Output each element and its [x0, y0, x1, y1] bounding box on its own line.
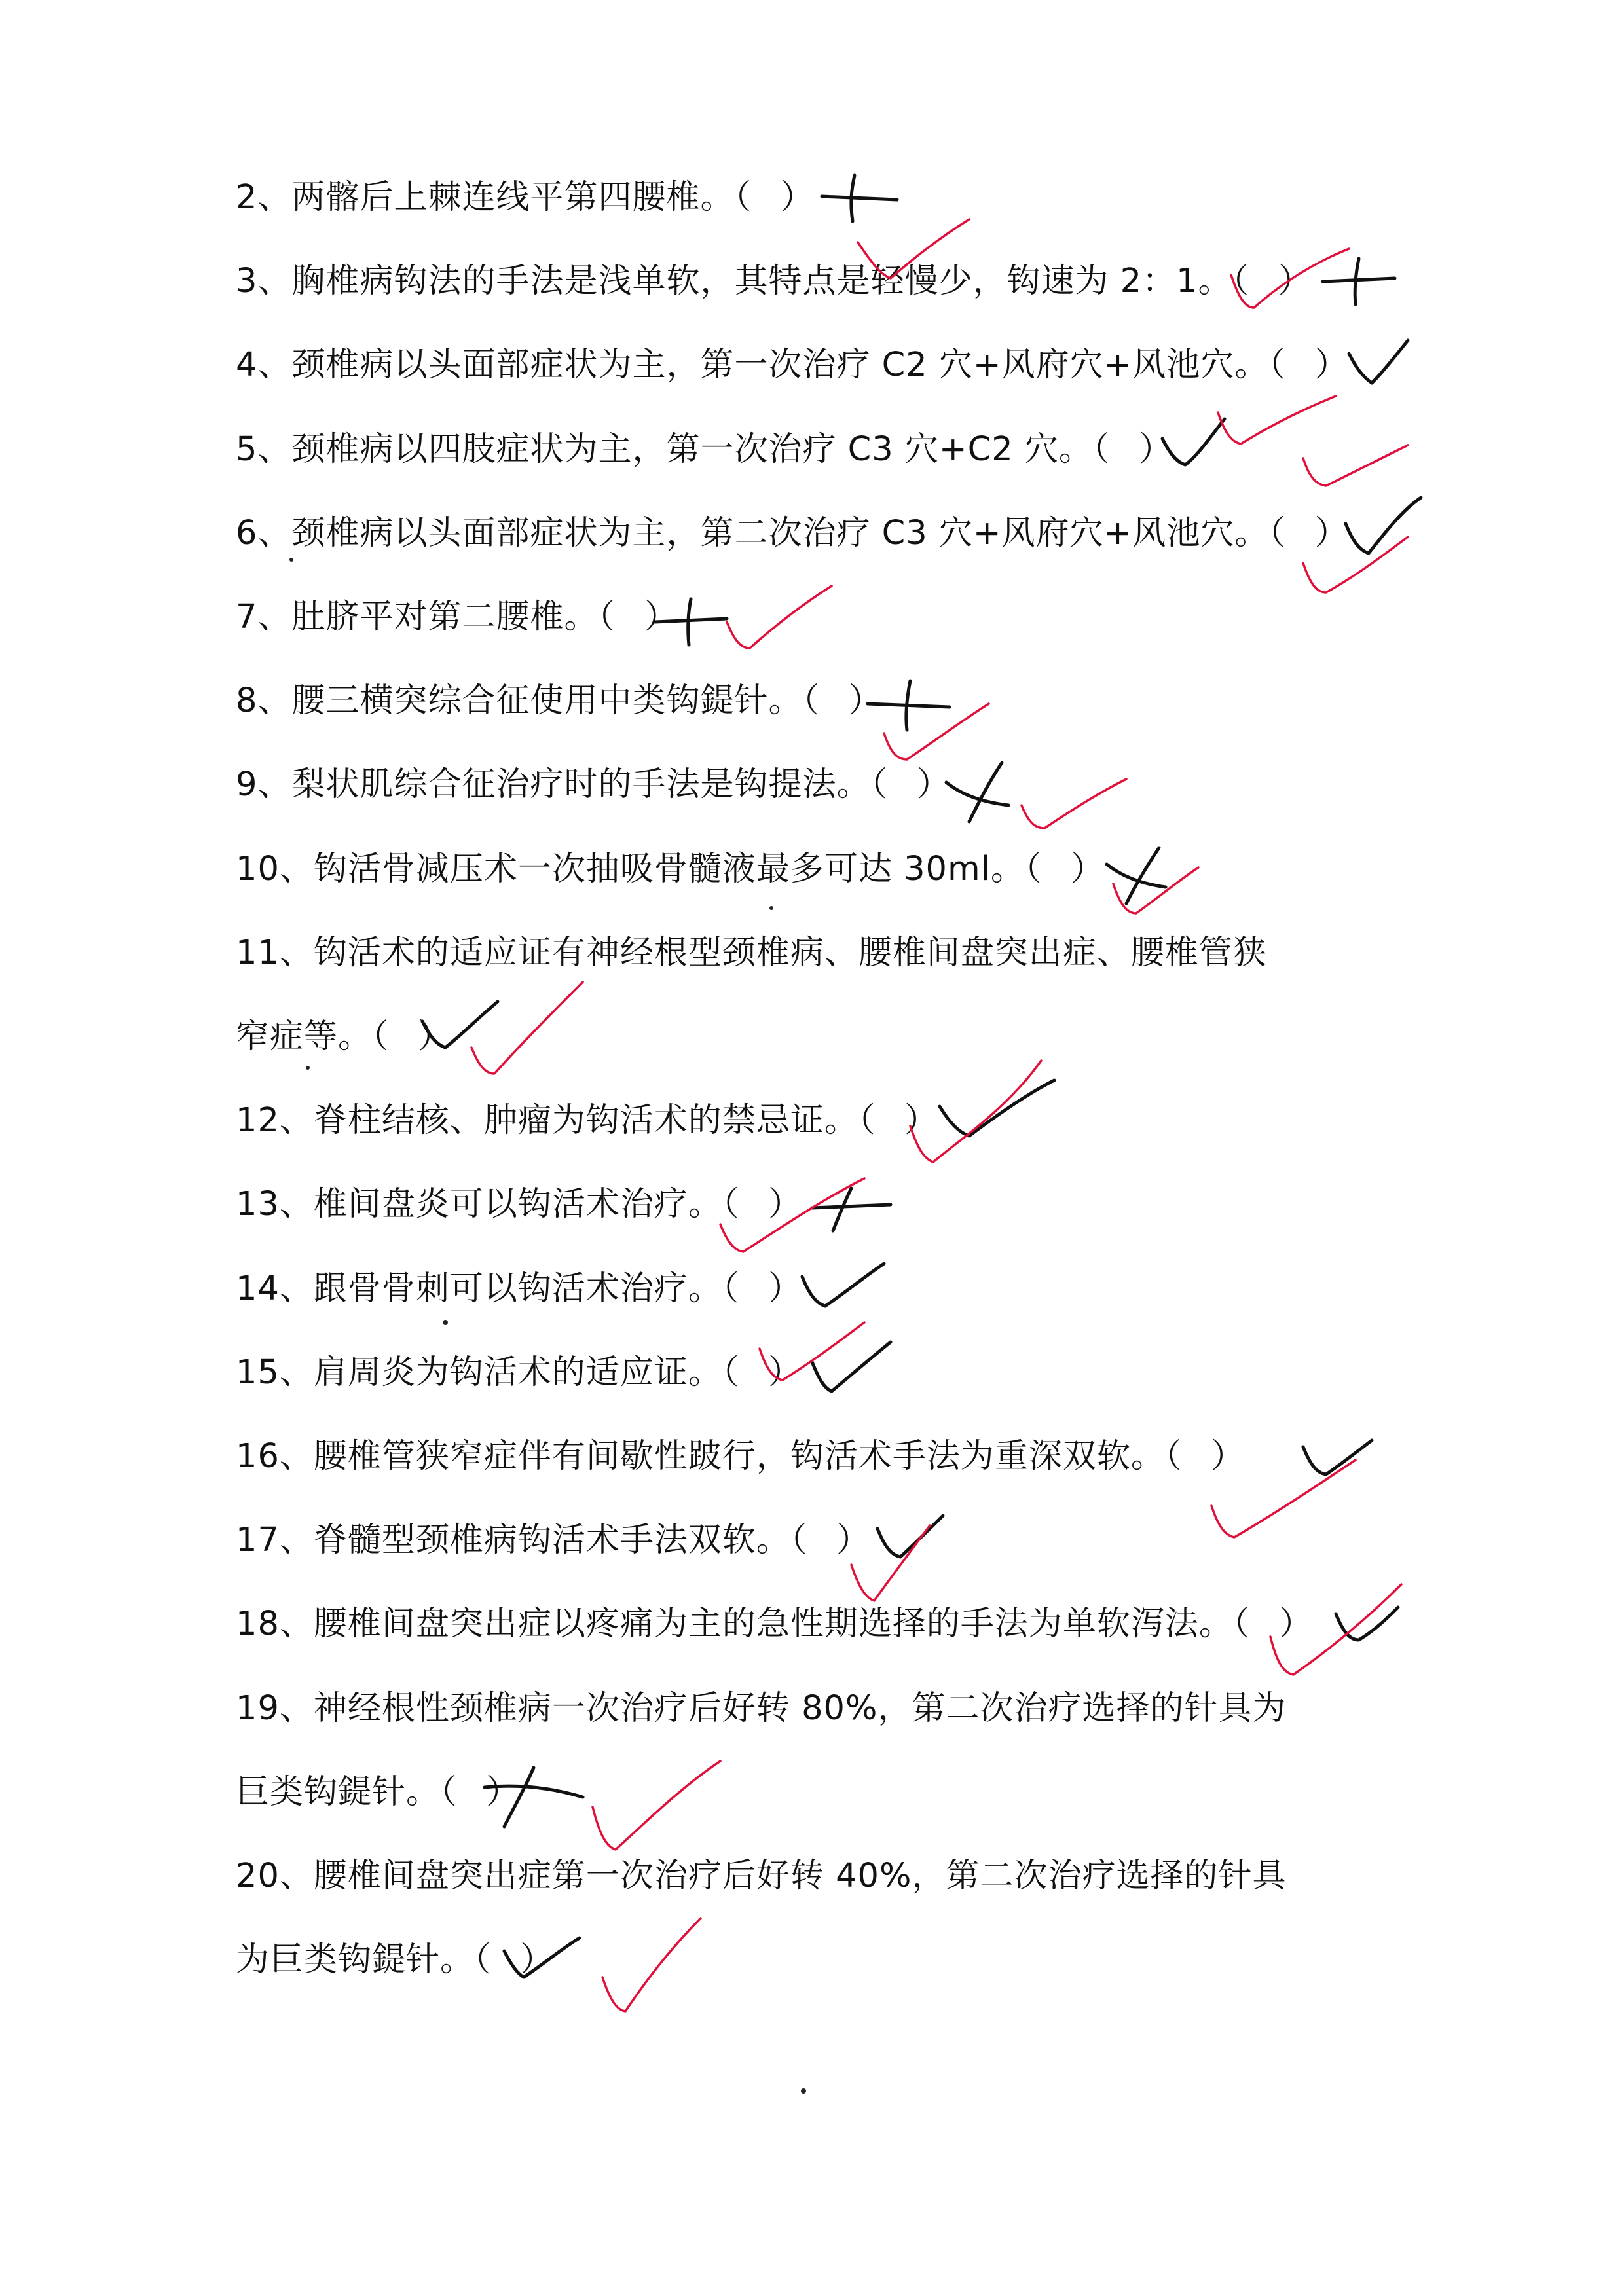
question-19-continued: [236, 1773, 520, 1812]
handwritten-cross-mark: [1107, 848, 1166, 903]
question-5: [236, 430, 1173, 469]
closing-paren: ）: [916, 765, 951, 804]
question-20-continued: [236, 1941, 554, 1980]
question-18: [236, 1605, 1313, 1644]
question-16: [236, 1437, 1245, 1476]
closing-paren: ）: [904, 1101, 939, 1140]
closing-paren: ）: [1139, 430, 1173, 469]
closing-paren: ）: [1211, 1437, 1246, 1476]
question-text: 16、腰椎管狭窄症伴有间歇性跛行，钩活术手法为重深双软。（: [236, 1437, 1183, 1476]
closing-paren: ）: [418, 1017, 452, 1056]
question-17: [236, 1521, 870, 1560]
handwritten-cross-mark: [1323, 259, 1395, 304]
question-text: 10、钩活骨减压术一次抽吸骨髓液最多可达 30ml。（: [236, 850, 1043, 888]
handwritten-check-mark: [877, 1516, 943, 1557]
handwritten-check-mark: [940, 1080, 1054, 1136]
closing-paren: ）: [1278, 262, 1312, 301]
question-text: 6、颈椎病以头面部症状为主，第二次治疗 C3 穴+风府穴+风池穴。（: [236, 514, 1286, 553]
handwritten-check-mark: [802, 1264, 884, 1306]
question-12: [236, 1101, 938, 1140]
question-text: 11、钩活术的适应证有神经根型颈椎病、腰椎间盘突出症、腰椎管狭: [236, 934, 1267, 972]
closing-paren: ）: [1314, 346, 1349, 384]
closing-paren: ）: [768, 1269, 803, 1308]
question-4: [236, 346, 1349, 385]
handwritten-check-mark: [1346, 498, 1421, 553]
question-9: [236, 765, 951, 805]
closing-paren: ）: [1279, 1605, 1314, 1643]
question-14: [236, 1269, 802, 1309]
question-text: 13、椎间盘炎可以钩活术治疗。（: [236, 1185, 740, 1224]
question-11: [236, 934, 1267, 973]
question-19: [236, 1689, 1286, 1728]
closing-paren: ）: [768, 1353, 803, 1392]
question-text: 4、颈椎病以头面部症状为主，第一次治疗 C2 穴+风府穴+风池穴。（: [236, 346, 1286, 384]
question-text: 19、神经根性颈椎病一次治疗后好转 80%，第二次治疗选择的针具为: [236, 1689, 1287, 1728]
question-2: [236, 178, 815, 217]
question-text: 17、脊髓型颈椎病钩活术手法双软。（: [236, 1521, 808, 1559]
question-text-continued: 窄症等。（: [236, 1017, 390, 1056]
closing-paren: ）: [1071, 850, 1105, 888]
closing-paren: ）: [836, 1521, 871, 1559]
handwritten-check-mark: [812, 1342, 891, 1391]
question-text-continued: 为巨类钩鍉针。（: [236, 1941, 492, 1979]
handwritten-check-mark: [1336, 1607, 1398, 1640]
closing-paren: ）: [644, 598, 678, 636]
question-13: [236, 1185, 802, 1224]
question-10: [236, 850, 1105, 889]
question-text: 2、两髂后上棘连线平第四腰椎。（: [236, 178, 752, 217]
question-3: [236, 262, 1312, 301]
question-text: 12、脊柱结核、肿瘤为钩活术的禁忌证。（: [236, 1101, 876, 1140]
question-8: [236, 682, 883, 721]
question-text: 3、胸椎病钩法的手法是浅单软，其特点是轻慢少，钩速为 2：1。（: [236, 262, 1250, 301]
question-text: 14、跟骨骨刺可以钩活术治疗。（: [236, 1269, 740, 1308]
question-text: 7、肚脐平对第二腰椎。（: [236, 598, 616, 636]
closing-paren: ）: [520, 1941, 555, 1979]
question-text: 8、腰三横突综合征使用中类钩鍉针。（: [236, 682, 820, 720]
question-text: 15、肩周炎为钩活术的适应证。（: [236, 1353, 740, 1392]
question-6: [236, 514, 1349, 553]
closing-paren: ）: [1314, 514, 1349, 553]
closing-paren: ）: [780, 178, 815, 217]
question-text: 18、腰椎间盘突出症以疼痛为主的急性期选择的手法为单软泻法。（: [236, 1605, 1251, 1643]
question-11-continued: [236, 1017, 452, 1057]
question-20: [236, 1857, 1286, 1896]
question-7: [236, 598, 678, 637]
handwritten-check-mark: [1349, 340, 1408, 383]
closing-paren: ）: [768, 1185, 803, 1224]
handwritten-cross-mark: [946, 763, 1008, 822]
question-text: 5、颈椎病以四肢症状为主，第一次治疗 C3 穴+C2 穴。（: [236, 430, 1111, 469]
handwritten-check-mark: [1303, 1440, 1372, 1474]
question-text: 20、腰椎间盘突出症第一次治疗后好转 40%，第二次治疗选择的针具: [236, 1857, 1287, 1895]
handwritten-cross-mark: [822, 175, 897, 221]
question-text-continued: 巨类钩鍉针。（: [236, 1773, 458, 1812]
closing-paren: ）: [848, 682, 883, 720]
question-15: [236, 1353, 802, 1393]
closing-paren: ）: [486, 1773, 521, 1812]
question-text: 9、梨状肌综合征治疗时的手法是钩提法。（: [236, 765, 888, 804]
handwritten-cross-mark: [812, 1188, 891, 1231]
